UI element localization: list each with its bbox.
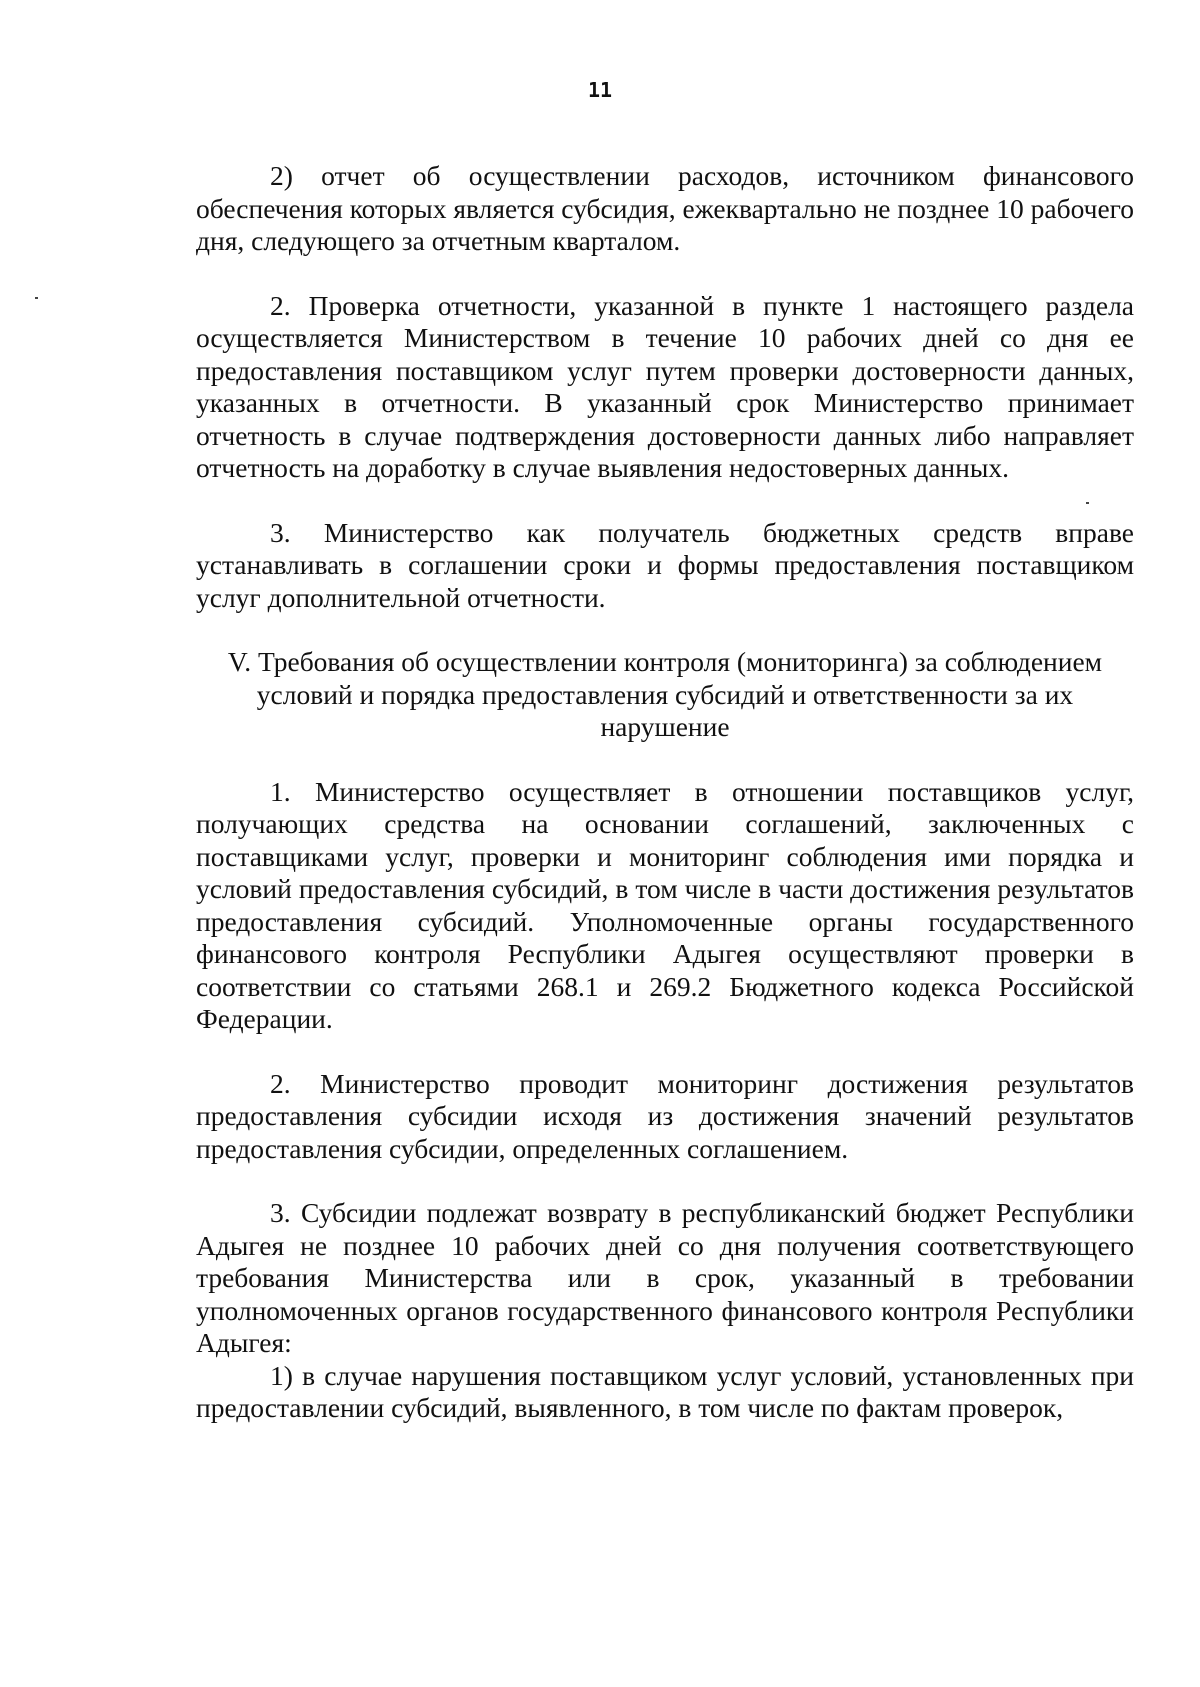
paragraph-report-verification: 2. Проверка отчетности, указанной в пункте 1 настоящего раздела осуществляется Министерством в течение 10 рабочих дней со дня ее предоставления поставщиком услуг путем проверки достоверности данных, указанных в отчетности. В указанный срок Министерство принимает отчетность в случае подтверждения достоверности данных либо направляет отчетность на доработку в случае выявления недостоверных данных.: [196, 289, 1134, 483]
paragraph-report-expenses: 2) отчет об осуществлении расходов, источником финансового обеспечения которых является субсидия, ежеквартально не позднее 10 рабочего дня, следующего за отчетным кварталом.: [196, 160, 1134, 256]
paragraph-monitoring-results: 2. Министерство проводит мониторинг достижения результатов предоставления субсидии исходя из достижения значений результатов предоставления субсидии, определенных соглашением.: [196, 1067, 1134, 1164]
page-number: 11: [587, 78, 613, 102]
scan-speck: [35, 297, 38, 299]
section-heading-line: условий и порядка предоставления субсидий и ответственности за их: [256, 678, 1074, 710]
paragraph-additional-reporting: 3. Министерство как получатель бюджетных средств вправе устанавливать в соглашении сроки и формы предоставления поставщиком услуг дополнительной отчетности.: [196, 516, 1134, 613]
paragraph-monitoring-control: 1. Министерство осуществляет в отношении поставщиков услуг, получающих средства на основании соглашений, заключенных с поставщиками услуг, проверки и мониторинг соблюдения ими порядка и условий предоставления субсидий, в том числе в части достижения результатов предоставления субсидий. Уполномоченные органы государственного финансового контроля Республики Адыгея осуществляют проверки в соответствии со статьями 268.1 и 269.2 Бюджетного кодекса Российской Федерации.: [196, 775, 1134, 1034]
section-heading: [196, 646, 1134, 744]
paragraph-subsidy-return: 3. Субсидии подлежат возврату в республиканский бюджет Республики Адыгея не позднее 10 рабочих дней со дня получения соответствующего требования Министерства или в срок, указанный в требовании уполномоченных органов государственного финансового контроля Республики Адыгея:: [196, 1197, 1134, 1358]
document-body: [196, 160, 1134, 1425]
section-heading-line: нарушение: [600, 711, 730, 742]
section-heading-line: V. Требования об осуществлении контроля (мониторинга) за соблюдением: [227, 646, 1103, 677]
paragraph-violation-case: 1) в случае нарушения поставщиком услуг условий, установленных при предоставлении субсидий, выявленного, в том числе по фактам проверок,: [196, 1359, 1134, 1423]
